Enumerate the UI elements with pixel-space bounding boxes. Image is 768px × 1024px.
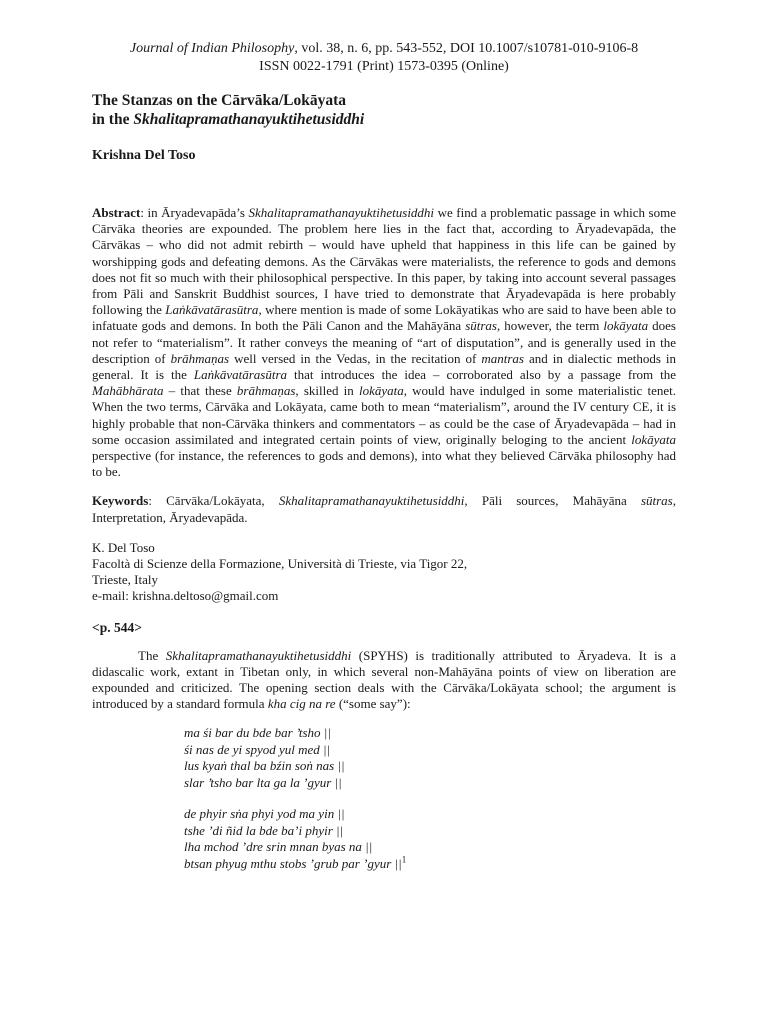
footnote-reference[interactable]: 1 — [401, 854, 407, 865]
abstract: Abstract: in Āryadevapāda’s Skhalitapramathanayuktihetusiddhi we find a problematic passage in which some Cārvāka theories are expounded. The problem here lies in the fact that, according to Āryadevapāda, the Cārvākas – who did not admit rebirth – would have upheld that happiness in this life can be gained by worshipping gods and defeating demons. As the Cārvākas were materialists, the reference to gods and demons does not fit so much with their philosophical perspective. In this paper, by taking into account several passages from Pāli and Sanskrit Buddhist sources, I have tried to demonstrate that Āryadevapāda is here probably following the Laṅkāvatārasūtra, where mention is made of some Lokāyatikas who are said to have been able to infatuate gods and demons. In both the Pāli Canon and the Mahāyāna sūtras, however, the term lokāyata does not refer to “materialism”. It rather conveys the meaning of “art of disputation”, and is generally used in the description of brāhmaṇas well versed in the Vedas, in the recitation of mantras and in dialectic methods in general. It is the Laṅkāvatārasūtra that introduces the idea – corroborated also by a passage from the Mahābhārata – that these brāhmaṇas, skilled in lokāyata, would have indulged in some materialistic tenet. When the two terms, Cārvāka and Lokāyata, came both to mean “materialism”, around the IV century CE, it is highly probable that non-Cārvāka thinkers and commentators – as could be the case of Āryadevapāda – had in some occasion assimilated and integrated certain points of view, originally beloging to the ancient lokāyata perspective (for instance, the references to gods and demons), into what they believed Cārvāka philosophy had to be. — [92, 205, 677, 480]
stanza-line: slar ’tsho bar lta ga la ’gyur || — [184, 774, 342, 790]
title-line-2: in the Skhalitapramathanayuktihetusiddhi — [92, 111, 365, 128]
paper-title — [92, 91, 676, 129]
paper-page — [92, 40, 676, 872]
affiliation-department: Facoltà di Scienze della Formazione, Università di Trieste, via Tigor 22, — [92, 556, 468, 572]
journal-name: Journal of Indian Philosophy — [129, 41, 295, 56]
stanza-1 — [184, 725, 676, 791]
author-affiliation — [92, 540, 676, 605]
keywords-label: Keywords — [92, 493, 149, 509]
author-name: Krishna Del Toso — [92, 148, 196, 163]
stanza-line: ma śi bar du bde bar ’tsho || — [184, 725, 331, 741]
body-paragraph: The Skhalitapramathanayuktihetusiddhi (SPYHS) is traditionally attributed to Āryadeva. It is a didascalic work, extant in Tibetan only, in which several non-Mahāyāna points of view on liberation are expounded and criticized. The opening section deals with the Cārvāka/Lokāyata school; the argument is introduced by a standard formula kha cig na re (“some say”): — [92, 647, 676, 712]
stanza-line: śi nas de yi spyod yul med || — [184, 741, 331, 757]
stanza-line: de phyir sṅa phyi yod ma yin || — [184, 806, 345, 822]
title-work-name: Skhalitapramathanayuktihetusiddhi — [133, 111, 365, 128]
keywords: Keywords: Cārvāka/Lokāyata, Skhalitapramathanayuktihetusiddhi, Pāli sources, Mahāyāna sūtras, Interpretation, Āryadevapāda. — [92, 493, 676, 525]
title-line-1: The Stanzas on the Cārvāka/Lokāyata — [92, 92, 347, 109]
page-marker: <p. 544> — [92, 619, 142, 635]
stanza-line: lus kyaṅ thal ba bźin soṅ nas || — [184, 758, 345, 774]
affiliation-city: Trieste, Italy — [92, 572, 158, 588]
stanza-line: tshe ’di ñid la bde ba’i phyir || — [184, 822, 344, 838]
stanza-line: btsan phyug mthu stobs ’grub par ’gyur $||^1$ — [184, 854, 407, 871]
journal-citation — [92, 40, 676, 58]
abstract-label: Abstract — [92, 205, 141, 220]
journal-header — [92, 40, 676, 76]
stanza-line: lha mchod ’dre srin mnan byas na || — [184, 839, 373, 855]
affiliation-email[interactable]: e-mail: krishna.deltoso@gmail.com — [92, 588, 279, 604]
citation-details: , vol. 38, n. 6, pp. 543-552, DOI 10.1007/s10781-010-9106-8 — [294, 41, 639, 56]
issn-line: ISSN 0022-1791 (Print) 1573-0395 (Online) — [259, 59, 509, 74]
stanza-2 — [184, 806, 676, 872]
affiliation-name: K. Del Toso — [92, 539, 155, 555]
